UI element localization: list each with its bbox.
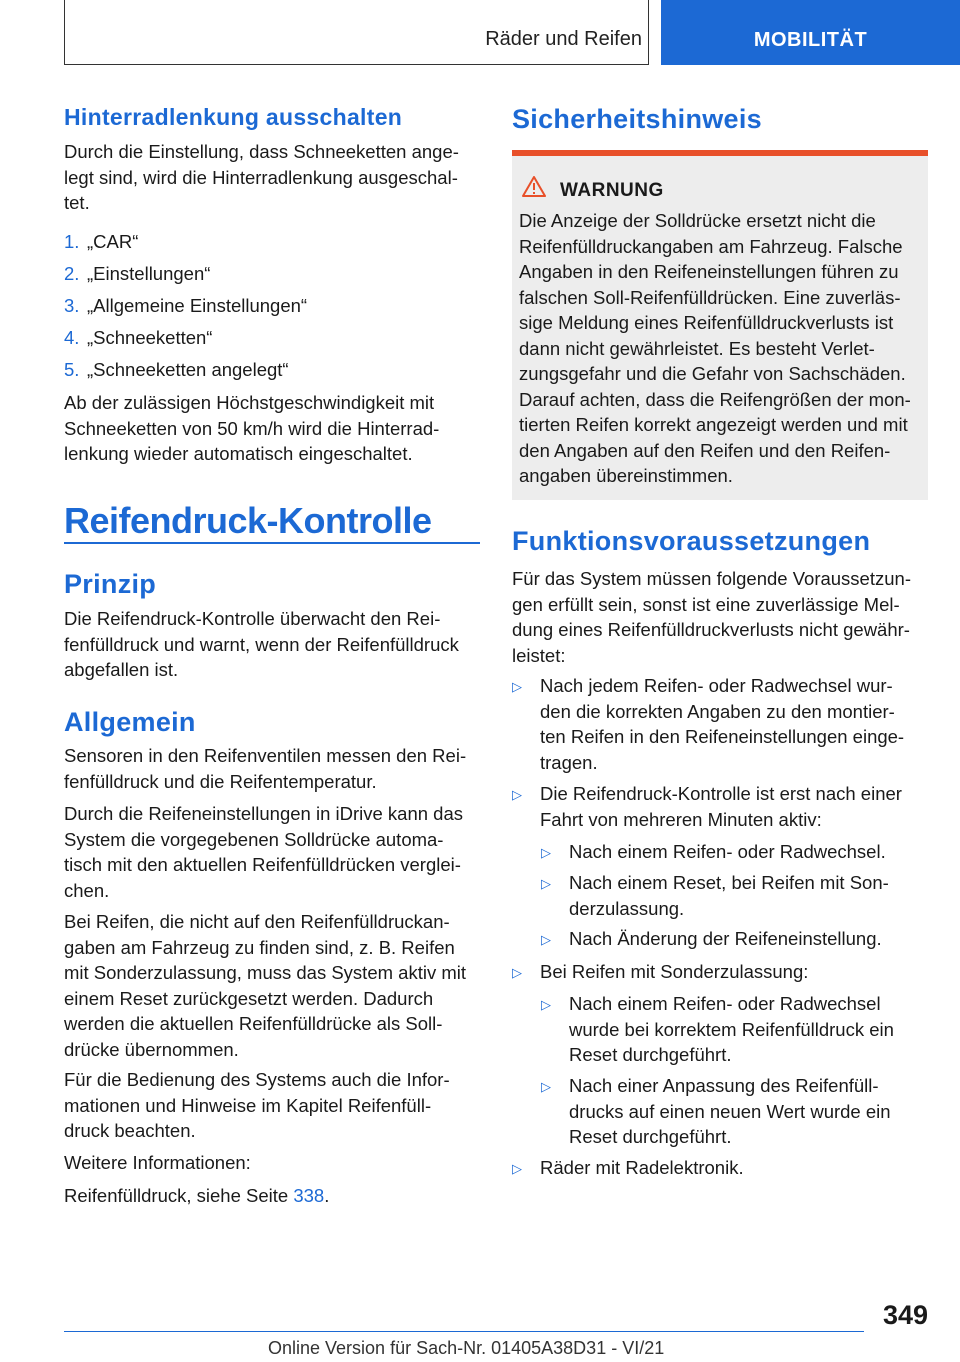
paragraph-after-steps: Ab der zulässigen Höchstgeschwindigkeit mit Schneeketten von 50 km/h wird die Hinterrad- lenkung wieder automatisch eingeschaltet. (64, 392, 440, 464)
step-text: „Allgemeine Einstellungen“ (87, 295, 308, 316)
heading-hinterradlenkung: Hinterradlenkung ausschalten (64, 104, 403, 130)
cross-reference (64, 1183, 329, 1209)
paragraph-allgemein-3: Bei Reifen, die nicht auf den Reifenfülldruckan- gaben am Fahrzeug zu finden sind, z. B. Reifen mit Sonderzulassung, muss das System aktiv mit einem Reset zurückgesetzt werden. Dadurch werden die aktuellen Reifenfülldrücke als Soll- drücke übernommen. (64, 911, 467, 1060)
step-text: „CAR“ (87, 231, 139, 252)
paragraph-allgemein-4: Für die Bedienung des Systems auch die Infor- mationen und Hinweise im Kapitel Reifenfüll- druck beachten. (64, 1069, 450, 1141)
heading-reifendruck-kontrolle: Reifendruck-Kontrolle (64, 500, 432, 541)
heading-allgemein: Allgemein (64, 707, 196, 737)
page-link[interactable]: 338 (293, 1185, 325, 1206)
paragraph-allgemein-1: Sensoren in den Reifenventilen messen den Rei- fenfülldruck und die Reifentemperatur. (64, 745, 467, 792)
heading-prinzip: Prinzip (64, 569, 157, 599)
paragraph-weitere: Weitere Informationen: (64, 1152, 251, 1173)
bullet-arrow-icon: ▷ (512, 965, 522, 980)
list-item-text: Bei Reifen mit Sonderzulassung: (540, 961, 809, 982)
paragraph-allgemein-2: Durch die Reifeneinstellungen in iDrive kann das System die vorgegebenen Solldrücke automa- tisch mit den aktuellen Reifenfülldrücken verglei- chen. (64, 803, 464, 901)
step-text: „Schneeketten“ (87, 327, 213, 348)
step-number: 2. (64, 263, 80, 284)
heading-funktionsvoraussetzungen: Funktionsvoraussetzungen (512, 526, 871, 556)
step-number: 5. (64, 359, 80, 380)
bullet-arrow-icon: ▷ (512, 787, 522, 802)
bullet-arrow-icon: ▷ (541, 997, 551, 1012)
step-number: 1. (64, 231, 80, 252)
warning-text: Die Anzeige der Solldrücke ersetzt nicht die Reifenfülldruckangaben am Fahrzeug. Falsche Angaben in den Reifeneinstellungen führen zu falschen Soll-Reifenfülldrücken. Eine zuverläs- sige Meldung eines Reifenfülldruckverlusts ist dann nicht gewährleistet. Es besteht Verlet- zungsgefahr und die Gefahr von Sachschäden. Darauf achten, dass die Reifengrößen der mon- tierten Reifen korrekt angezeigt werden und mit den Angaben auf den Reifen und den Reifen- angaben übereinstimmen. (519, 210, 911, 486)
bullet-arrow-icon: ▷ (541, 876, 551, 891)
sub-list-item-text: Nach einem Reifen- oder Radwechsel wurde bei korrektem Reifenfülldruck ein Reset durchgeführt. (569, 993, 894, 1065)
sub-list-item-text: Nach einer Anpassung des Reifenfüll- drucks auf einen neuen Wert wurde ein Reset durchgeführt. (569, 1075, 891, 1147)
warning-triangle-icon (522, 175, 546, 199)
warning-title: WARNUNG (560, 180, 664, 201)
list-item-text: Die Reifendruck-Kontrolle ist erst nach einer Fahrt von mehreren Minuten aktiv: (540, 783, 902, 830)
header-chapter-tab[interactable]: MOBILITÄT (661, 0, 960, 65)
cross-reference-prefix: Reifenfülldruck, siehe Seite (64, 1185, 294, 1206)
step-number: 3. (64, 295, 80, 316)
footer-rule (64, 1331, 864, 1332)
sub-list-item-text: Nach Änderung der Reifeneinstellung. (569, 928, 882, 949)
bullet-arrow-icon: ▷ (541, 845, 551, 860)
step-text: „Einstellungen“ (87, 263, 211, 284)
warning-box (512, 150, 928, 500)
paragraph-hinterradlenkung: Durch die Einstellung, dass Schneeketten ange- legt sind, wird die Hinterradlenkung ausgeschal- tet. (64, 141, 459, 213)
bullet-arrow-icon: ▷ (512, 679, 522, 694)
heading-sicherheitshinweis: Sicherheitshinweis (512, 104, 762, 134)
footer-version-text: Online Version für Sach-Nr. 01405A38D31 - VI/21 (268, 1338, 665, 1358)
bullet-arrow-icon: ▷ (541, 932, 551, 947)
sub-list-item-text: Nach einem Reifen- oder Radwechsel. (569, 841, 886, 862)
list-item-text: Nach jedem Reifen- oder Radwechsel wur- den die korrekten Angaben zu den montier- ten Reifen in den Reifeneinstellungen einge- tragen. (540, 675, 905, 773)
paragraph-prinzip: Die Reifendruck-Kontrolle überwacht den Rei- fenfülldruck und warnt, wenn der Reifenfülldruck abgefallen ist. (64, 608, 459, 680)
header-section-title: Räder und Reifen (485, 28, 642, 50)
list-item-text: Räder mit Radelektronik. (540, 1157, 744, 1178)
bullet-arrow-icon: ▷ (512, 1161, 522, 1176)
cross-reference-suffix: . (324, 1185, 330, 1206)
paragraph-funktion: Für das System müssen folgende Voraussetzun- gen erfüllt sein, sonst ist eine zuverlässige Mel- dung eines Reifenfülldruckverlusts nicht gewähr- leistet: (512, 568, 911, 666)
step-number: 4. (64, 327, 80, 348)
bullet-arrow-icon: ▷ (541, 1079, 551, 1094)
step-text: „Schneeketten angelegt“ (87, 359, 289, 380)
heading-rule (64, 542, 480, 544)
page-number: 349 (882, 1300, 928, 1330)
sub-list-item-text: Nach einem Reset, bei Reifen mit Son- derzulassung. (569, 872, 889, 919)
